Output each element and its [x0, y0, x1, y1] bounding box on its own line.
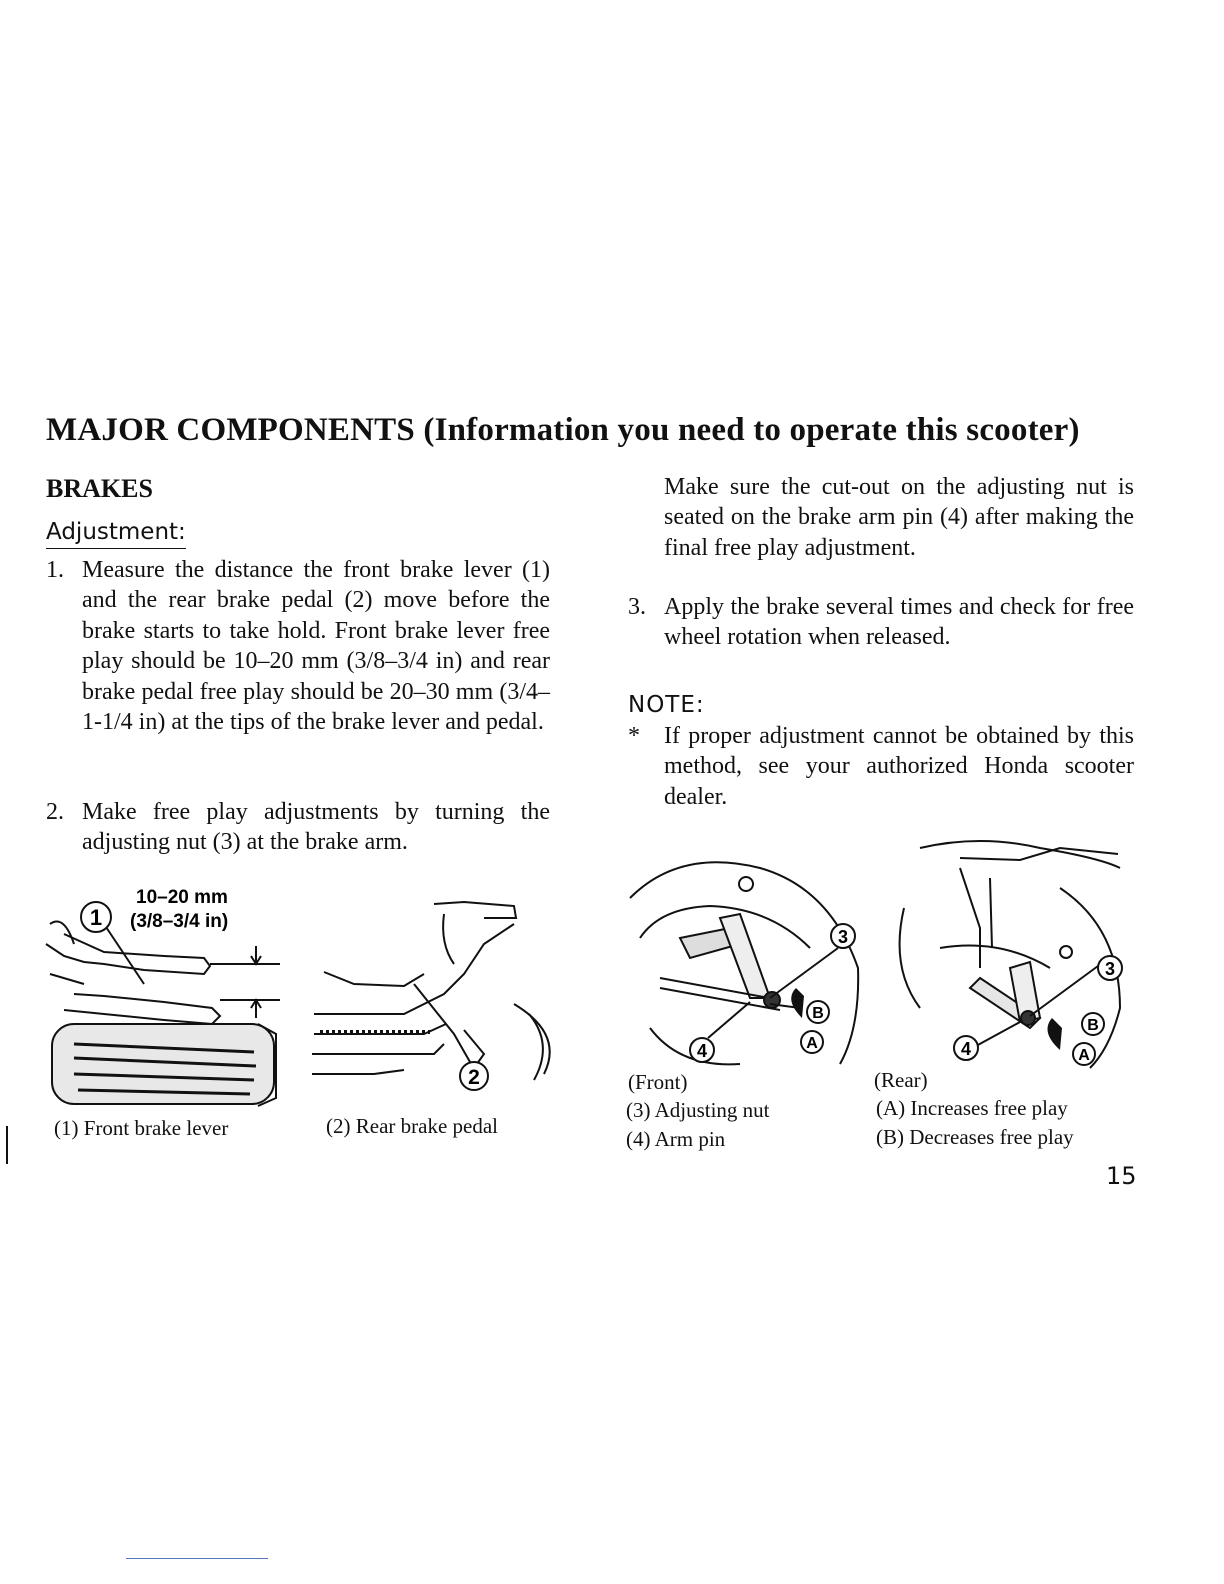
legend-arm-pin: (4) Arm pin [626, 1127, 726, 1151]
section-title: BRAKES [46, 474, 153, 503]
brake-lever-pedal-illustration [44, 884, 556, 1114]
front-callout-3: 3 [837, 927, 849, 947]
subheading: Adjustment: [46, 519, 186, 549]
front-callout-4: 4 [696, 1041, 708, 1061]
page-title: MAJOR COMPONENTS (Information you need to operate this scooter) [46, 412, 1080, 448]
scan-line [126, 1558, 268, 1559]
margin-mark [6, 1126, 8, 1164]
step-text: Apply the brake several times and check for free wheel rotation when released. [664, 594, 1134, 651]
step-number: 3. [628, 594, 646, 620]
rear-callout-a: A [1078, 1047, 1090, 1064]
rear-callout-4: 4 [960, 1039, 972, 1059]
figure-brake-lever-pedal [44, 884, 556, 1114]
callout-2: 2 [468, 1066, 480, 1089]
note-text: If proper adjustment cannot be obtained by this method, see your authorized Honda scooter dealer. [664, 723, 1134, 810]
front-adjust-arrow-icon [791, 988, 804, 1018]
label-front: (Front) [628, 1070, 688, 1094]
caption-rear-brake-pedal: (2) Rear brake pedal [326, 1114, 498, 1138]
legend-increases: (A) Increases free play [876, 1096, 1068, 1120]
callout-1: 1 [89, 905, 103, 930]
note-bullet: * [628, 723, 640, 749]
legend-adjusting-nut: (3) Adjusting nut [626, 1098, 770, 1122]
rear-callout-3: 3 [1104, 959, 1116, 979]
note-heading: NOTE: [628, 692, 705, 718]
label-rear: (Rear) [874, 1068, 928, 1092]
front-callout-a: A [806, 1035, 818, 1052]
measure-mm-label: 10–20 mm [136, 887, 228, 908]
front-callout-b: B [812, 1005, 824, 1022]
step-number: 1. [46, 557, 64, 583]
step-text: Measure the distance the front brake lever (1) and the rear brake pedal (2) move before the brake starts to take hold. Front brake lever free play should be 10–20 mm (3/8–3/4 in) and rear brake pedal free play should be 20–30 mm (3/4–1-1/4 in) at the tips of the brake lever and pedal. [82, 557, 550, 736]
step-text: Make free play adjustments by turning the adjusting nut (3) at the brake arm. [82, 799, 550, 856]
figure-brake-arms [620, 828, 1140, 1072]
caption-front-brake-lever: (1) Front brake lever [54, 1116, 229, 1140]
rear-callout-b: B [1087, 1017, 1099, 1034]
brake-arm-illustration [620, 828, 1140, 1072]
page-number: 15 [1106, 1162, 1137, 1190]
step-number: 2. [46, 799, 64, 825]
step-2-continuation: Make sure the cut-out on the adjusting nut is seated on the brake arm pin (4) after making the final free play adjustment. [664, 474, 1134, 561]
rear-adjust-arrow-icon [1048, 1018, 1063, 1050]
measure-in-label: (3/8–3/4 in) [130, 911, 229, 932]
legend-decreases: (B) Decreases free play [876, 1125, 1074, 1149]
